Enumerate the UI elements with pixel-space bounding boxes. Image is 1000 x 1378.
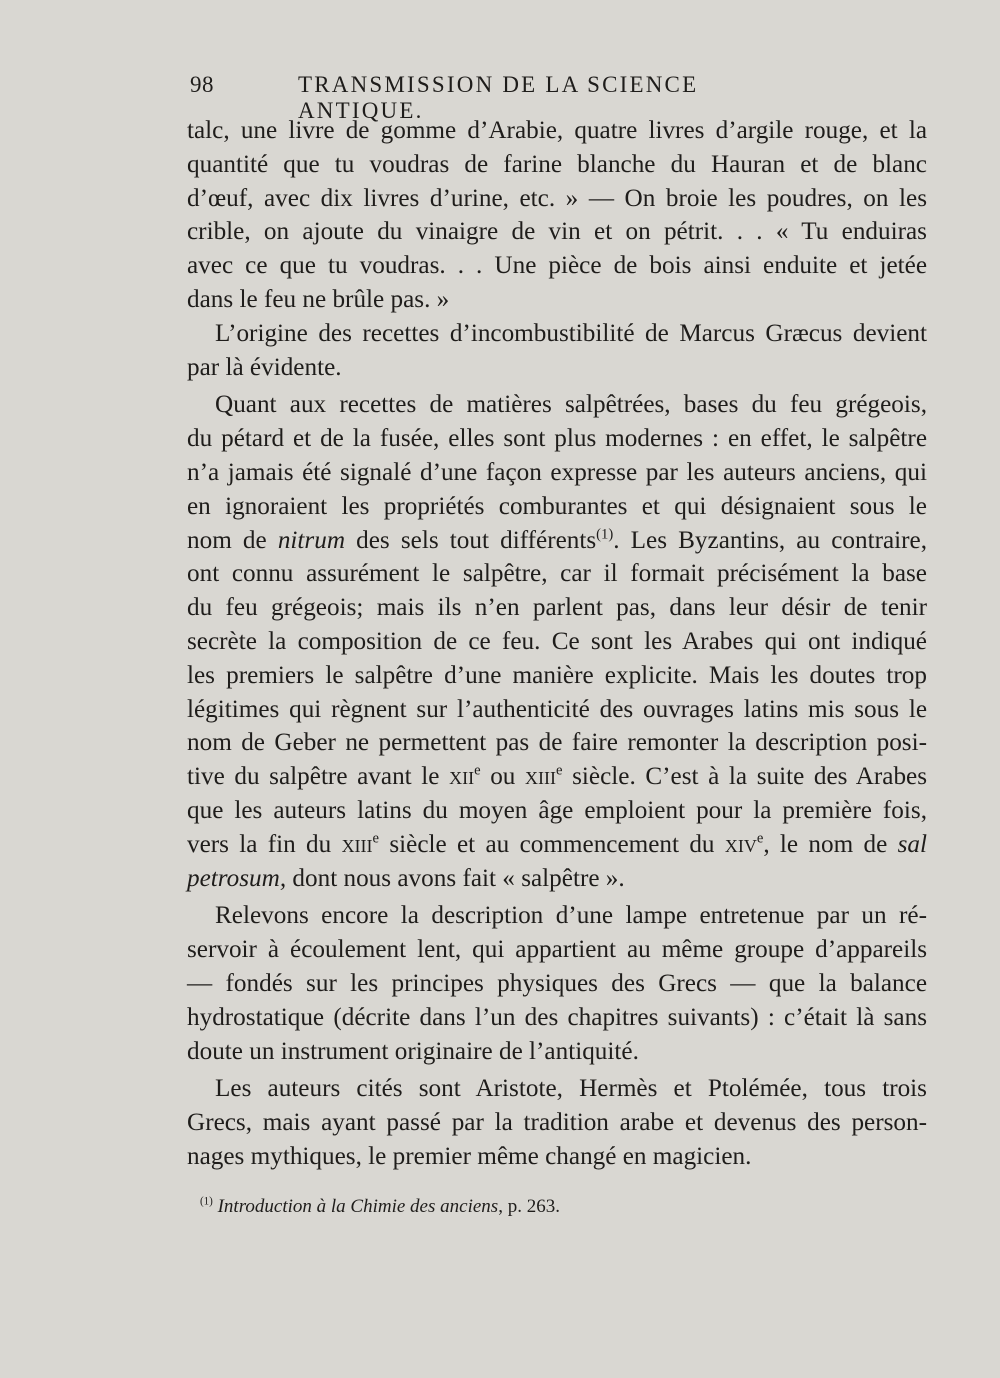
- text-line: Les auteurs cités sont Aristote, Hermès et Ptolémée, tous trois: [215, 1075, 927, 1103]
- text-line: crible, on ajoute du vinaigre de vin et on pétrit. . . « Tu enduiras: [187, 218, 927, 246]
- ordinal-suffix: e: [474, 762, 481, 779]
- text-line: Grecs, mais ayant passé par la tradition arabe et devenus des person-: [187, 1109, 927, 1137]
- text-line: Quant aux recettes de matières salpêtrées, bases du feu grégeois,: [215, 391, 927, 419]
- text-segment: , le nom de: [763, 830, 888, 858]
- text-line: quantité que tu voudras de farine blanche du Hauran et de blanc: [187, 150, 927, 178]
- text-line: du feu grégeois; mais ils n’en parlent pas, dans leur désir de tenir: [187, 594, 927, 622]
- text-line: hydrostatique (décrite dans l’un des chapitres suivants) : c’était là sans: [187, 1003, 927, 1031]
- century-numeral: xiv: [724, 830, 757, 858]
- text-segment: des sels tout différents: [356, 526, 597, 554]
- text-line: Relevons encore la description d’une lampe entretenue par un ré-: [215, 902, 927, 930]
- text-line: [187, 760, 927, 794]
- century-numeral: xiii: [341, 830, 373, 858]
- text-line: que les auteurs latins du moyen âge emploient pour la première fois,: [187, 796, 927, 824]
- text-segment: siècle et au commencement du: [389, 830, 715, 858]
- running-header: [190, 72, 830, 123]
- text-line: ont connu assurément le salpêtre, car il formait précisément la base: [187, 560, 927, 588]
- text-line: du pétard et de la fusée, elles sont plus modernes : en effet, le salpêtre: [187, 425, 927, 453]
- text-segment: siècle. C’est à la suite des Arabes: [572, 763, 928, 791]
- text-line: les premiers le salpêtre d’une manière explicite. Mais les doutes trop: [187, 661, 927, 689]
- text-segment: dont nous avons fait « salpêtre ».: [292, 864, 625, 892]
- century-numeral: xii: [449, 763, 475, 791]
- page-number: 98: [190, 72, 214, 97]
- century-numeral: xiii: [525, 763, 556, 791]
- text-line: en ignoraient les propriétés comburantes et qui désignaient sous le: [187, 492, 927, 520]
- text-line: L’origine des recettes d’incombustibilité de Marcus Græcus devient: [215, 319, 927, 347]
- text-line: d’œuf, avec dix livres d’urine, etc. » — On broie les poudres, on les: [187, 184, 927, 212]
- footnote-reference: (1): [596, 526, 614, 543]
- ordinal-suffix: e: [556, 762, 563, 779]
- text-line: avec ce que tu voudras. . . Une pièce de bois ainsi enduite et jetée: [187, 252, 927, 280]
- ordinal-suffix: e: [756, 830, 764, 847]
- footnote-title: Introduction à la Chimie des anciens: [217, 1196, 499, 1217]
- text-line: dans le feu ne brûle pas. »: [187, 285, 450, 313]
- text-line: [187, 862, 927, 896]
- text-segment: ou: [490, 763, 516, 791]
- text-line: — fondés sur les principes physiques des Grecs — que la balance: [187, 969, 927, 997]
- footnote: [200, 1196, 840, 1218]
- italic-term: petrosum,: [187, 864, 287, 892]
- text-segment: . Les Byzantins, au contraire,: [613, 526, 928, 554]
- text-line: doute un instrument originaire de l’antiquité.: [187, 1037, 639, 1065]
- footnote-marker: (1): [200, 1195, 213, 1208]
- footnote-page-reference: , p. 263.: [498, 1196, 560, 1217]
- ordinal-suffix: e: [372, 830, 380, 847]
- text-line: nom de Geber ne permettent pas de faire remonter la description posi-: [187, 729, 927, 757]
- text-line: légitimes qui règnent sur l’authenticité des ouvrages latins mis sous le: [187, 695, 927, 723]
- text-line: par là évidente.: [187, 353, 342, 381]
- text-line: secrète la composition de ce feu. Ce sont les Arabes qui ont indiqué: [187, 627, 927, 655]
- italic-term: nitrum: [277, 526, 346, 554]
- running-title: TRANSMISSION DE LA SCIENCE ANTIQUE.: [298, 72, 699, 123]
- italic-term: sal: [897, 830, 927, 858]
- text-line: n’a jamais été signalé d’une façon expresse par les auteurs anciens, qui: [187, 458, 927, 486]
- text-line: servoir à écoulement lent, qui appartient au même groupe d’appareils: [187, 936, 927, 964]
- text-segment: nom de: [187, 526, 267, 554]
- text-segment: vers la fin du: [187, 830, 332, 858]
- text-line: [187, 524, 927, 558]
- text-line: nages mythiques, le premier même changé en magicien.: [187, 1142, 752, 1170]
- body-text: [187, 114, 927, 1174]
- text-segment: tive du salpêtre avant le: [187, 763, 440, 791]
- text-line: talc, une livre de gomme d’Arabie, quatre livres d’argile rouge, et la: [187, 117, 927, 144]
- text-line: [187, 828, 927, 862]
